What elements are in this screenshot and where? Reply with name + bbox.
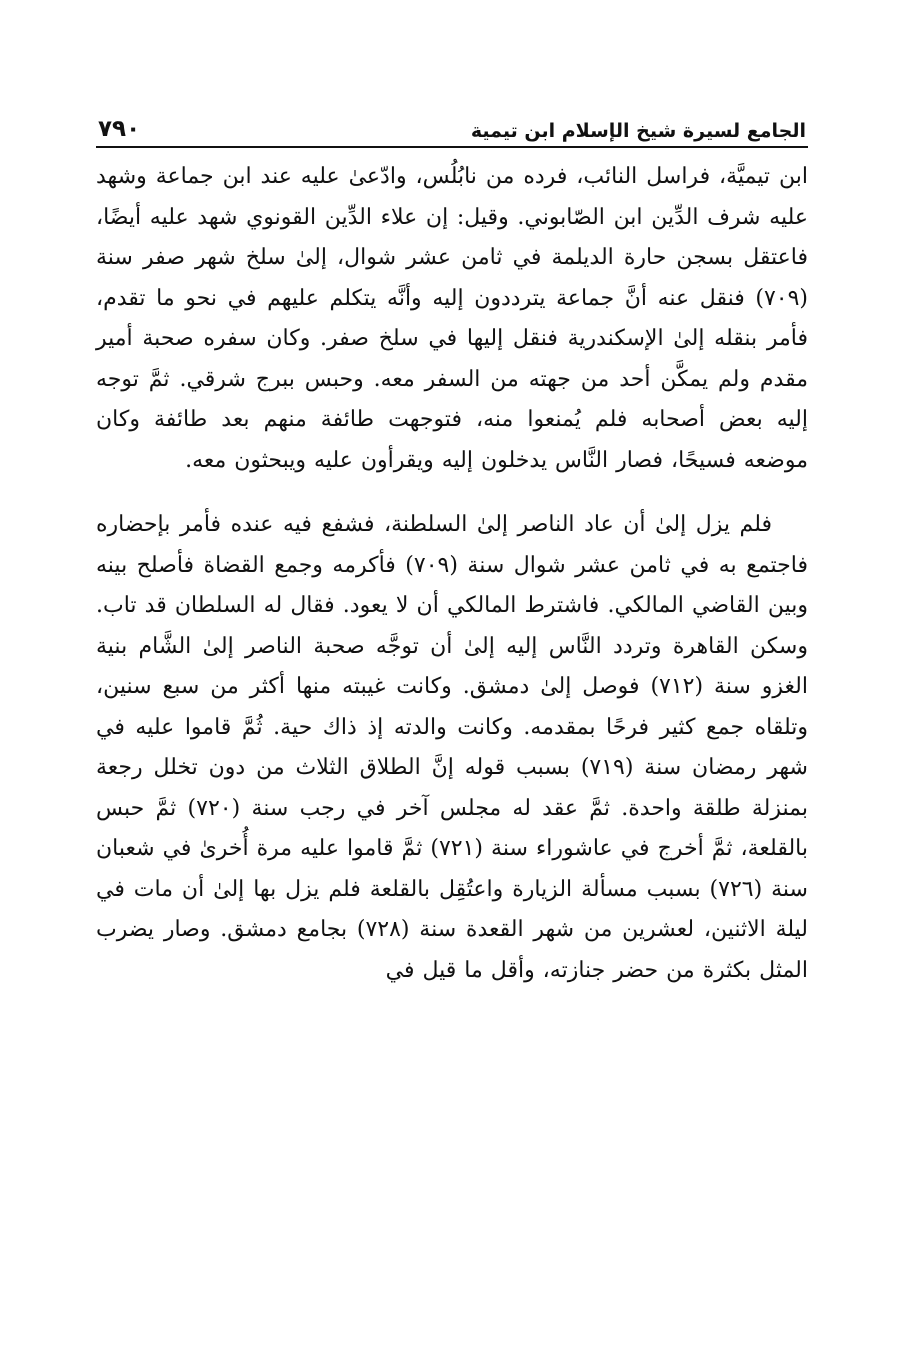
running-header <box>96 100 808 142</box>
page-number: ٧٩٠ <box>98 116 141 142</box>
paragraph-gap <box>96 481 808 505</box>
paragraph: ابن تيميَّة، فراسل النائب، فرده من نابُلُس، وادّعىٰ عليه عند ابن جماعة وشهد عليه شرف الدِّين ابن الصّابوني. وقيل: إن علاء الدِّين القونوي شهد عليه أيضًا، فاعتقل بسجن حارة الديلمة في ثامن عشر شوال، إلىٰ سلخ شهر صفر سنة (٧٠٩) فنقل عنه أنَّ جماعة يترددون إليه وأنَّه يتكلم عليهم في نحو ما تقدم، فأمر بنقله إلىٰ الإسكندرية فنقل إليها في سلخ صفر. وكان سفره صحبة أمير مقدم ولم يمكَّن أحد من جهته من السفر معه. وحبس ببرج شرقي. ثمَّ توجه إليه بعض أصحابه فلم يُمنعوا منه، فتوجهت طائفة منهم بعد طائفة وكان موضعه فسيحًا، فصار النَّاس يدخلون إليه ويقرأون عليه ويبحثون معه. <box>96 164 808 473</box>
book-page <box>96 100 808 991</box>
paragraph: فلم يزل إلىٰ أن عاد الناصر إلىٰ السلطنة، فشفع فيه عنده فأمر بإحضاره فاجتمع به في ثامن عشر شوال سنة (٧٠٩) فأكرمه وجمع القضاة فأصلح بينه وبين القاضي المالكي. فاشترط المالكي أن لا يعود. فقال له السلطان قد تاب. وسكن القاهرة وتردد النَّاس إليه إلىٰ أن توجَّه صحبة الناصر إلىٰ الشَّام بنية الغزو سنة (٧١٢) فوصل إلىٰ دمشق. وكانت غيبته منها أكثر من سبع سنين، وتلقاه جمع كثير فرحًا بمقدمه. وكانت والدته إذ ذاك حية. ثُمَّ قاموا عليه في شهر رمضان سنة (٧١٩) بسبب قوله إنَّ الطلاق الثلاث من دون تخلل رجعة بمنزلة طلقة واحدة. ثمَّ عقد له مجلس آخر في رجب سنة (٧٢٠) ثمَّ حبس بالقلعة، ثمَّ أخرج في عاشوراء سنة (٧٢١) ثمَّ قاموا عليه مرة أُخرىٰ في شعبان سنة (٧٢٦) بسبب مسألة الزيارة واعتُقِل بالقلعة فلم يزل بها إلىٰ أن مات في ليلة الاثنين، لعشرين من شهر القعدة سنة (٧٢٨) بجامع دمشق. وصار يضرب المثل بكثرة من حضر جنازته، وأقل ما قيل في <box>96 512 809 983</box>
header-rule <box>96 146 808 148</box>
body-text <box>96 157 808 991</box>
book-title: الجامع لسيرة شيخ الإسلام ابن تيمية <box>470 120 806 142</box>
